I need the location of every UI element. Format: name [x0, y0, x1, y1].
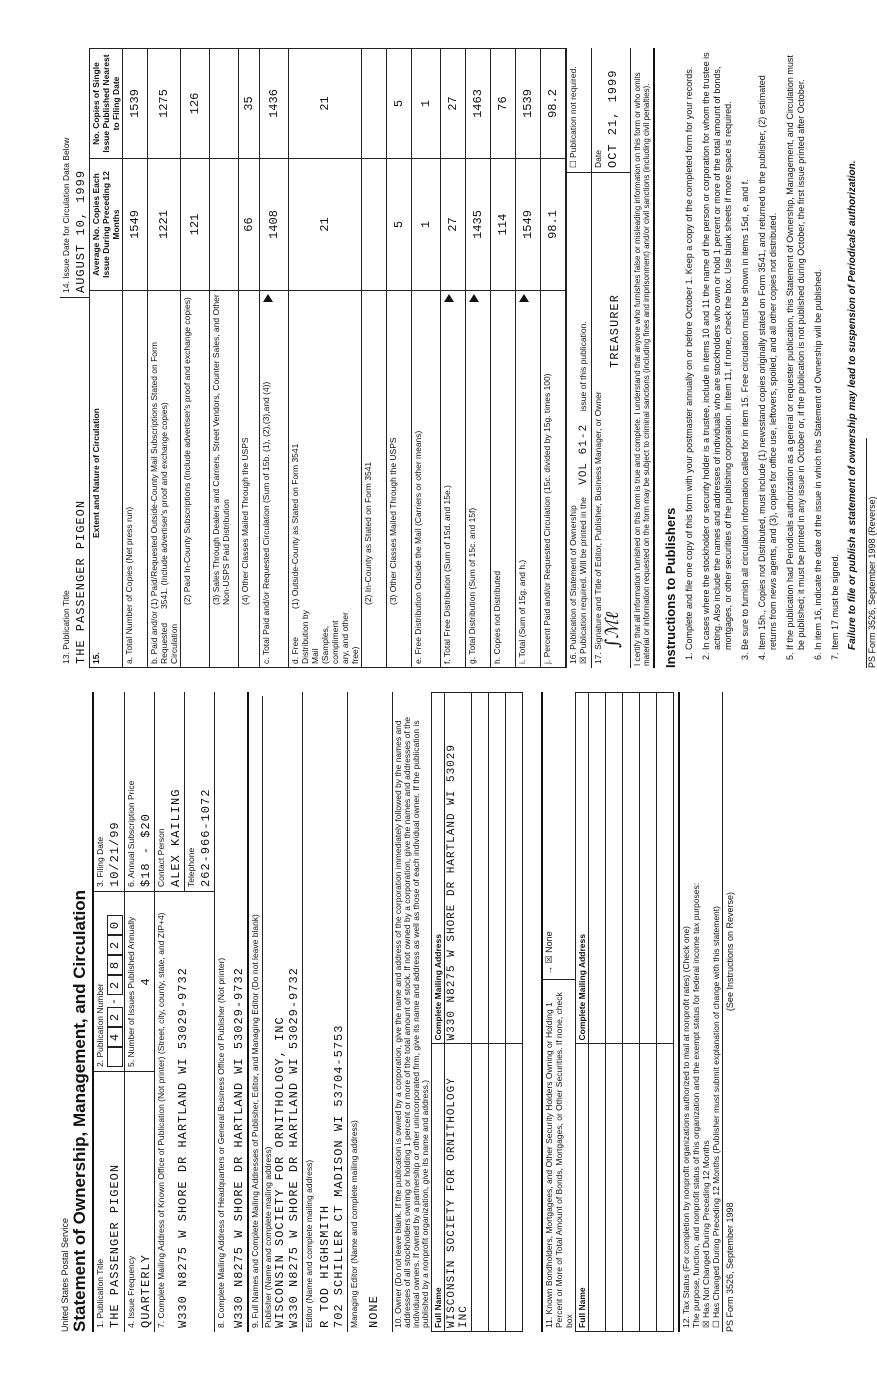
circ-row-h: h. Copies not Distributed 114 76	[491, 49, 516, 668]
circ-row-a: a. Total Number of Copies (Net press run) 1549 1539	[123, 49, 148, 668]
instructions-list: 1. Complete and file one copy of this form with your postmaster annually on or before October 1. Keep a copy of the completed form for your records. 2. In cases where the stockholder or security holder is a trustee, include in items 10 and 11 the name of the person or corporation for whom the trustee is acting. Also include the names and addresses of individuals who are stockholders who own or hold 1 percent or more of the total amount of bonds, mortgages, or other securities of the publishing corporation. In item 11, if none, check the box. Use blank sheets if more space is required. 3. Be sure to furnish all circulation information called for in item 15. Free circulation must be shown in items 15d, e, and f. 4. Item 15h., Copies not Distributed, must include (1) newsstand copies originally stated on Form 3541, and returned to the publisher, (2) estimated returns from news agents, and (3), copies for office use, leftovers, spoiled, and all other copies not distributed. 5. If the publication had Periodicals authorization as a general or requester publication, this Statement of Ownership, Management, and Circulation must be published; it must be printed in any issue in October or, if the publication is not published during October, the first issue printed after October. 6. In item 16, indicate the date of the issue in which this Statement of Ownership will be published. 7. Item 17 must be signed.	[684, 48, 841, 668]
field-1: 1. Publication Title THE PASSENGER PIGEON	[94, 1072, 124, 1332]
field-14: 14. Issue Date for Circulation Data Below AUGUST 10, 1999	[60, 48, 89, 298]
circ-row-b3: (3) Sales Through Dealers and Carriers, Street Vendors, Counter Sales, and Other Non-USPS Paid Distribution	[210, 49, 239, 668]
circ-row-d3: (3) Other Classes Mailed Through the USPS 5 5	[387, 49, 412, 668]
agency-label: United States Postal Service	[60, 1217, 70, 1332]
none-checkbox-label: None	[544, 931, 554, 953]
circ-row-b1: b. Paid and/or Requested Circulation(1) Paid/Requested Outside-County Mail Subscriptions Stated on Form 3541. (Include advertiser's proof and exchange copies) 1221 1275	[148, 49, 181, 668]
contact-block: Contact Person ALEX KAILING Telephone 262-966-1072	[155, 692, 214, 892]
field-6: 6. Annual Subscription Price $18 - $20	[125, 692, 154, 892]
arrow-icon	[519, 294, 529, 302]
tax-status-option-2: Has Changed During Preceding 12 Months (Publisher must submit explanation of change with this statement)	[711, 906, 721, 1319]
circ-row-c: c. Total Paid and/or Requested Circulation (Sum of 15b. (1), (2),(3),and (4)) 1408 1436	[260, 49, 289, 668]
circ-row-d1: d. Free Distribution by Mail (Samples, compliment ary, and other free)(1) Outside-County as Stated on Form 3541 21 21	[289, 49, 362, 668]
arrow-icon	[469, 294, 479, 302]
owner-name: WISCONSIN SOCIETY FOR ORNITHOLOGY INC	[445, 1044, 472, 1332]
certification-text: I certify that all information furnished on this form is true and complete. I understand that anyone who furnishes false or misleading information on this form or who omits material or information requested on the form may be subject to criminal sanctions (including fines and imprisonment) and/or civil sanctions (including civil penalties).	[630, 48, 655, 668]
field-2: 2. Publication Number 4 2 - 2 8 2 0	[94, 892, 124, 1072]
signature-date: OCT 21, 1999	[606, 69, 620, 168]
signer-title: TREASURER	[608, 294, 622, 368]
bondholder-table: Full Name Complete Mailing Address	[575, 692, 674, 1332]
field-16: 16. Publication of Statement of Ownership ☒ Publication required. Will be printed in the VOL 61-2 issue of this publication. ☐ Publication not required.	[566, 48, 591, 668]
arrow-icon	[444, 294, 454, 302]
circ-row-g: g. Total Distribution (Sum of 15c. and 15f) 1435 1463	[466, 49, 491, 668]
front-panel	[60, 692, 735, 1332]
editor-block: Editor (Name and complete mailing address) R TOD HIGHSMITH 702 SCHILLER CT MADISON WI 53704-5753	[302, 692, 347, 1332]
arrow-icon	[263, 294, 273, 302]
footer-form-id: PS Form 3526, September 1998	[725, 1202, 735, 1332]
field-9: 9. Full Names and Complete Mailing Addresses of Publisher, Editor, and Managing Editor (Do not leave blank) Publisher (Name and complete mailing address) WISCONSIN SOCIETY FOR ORNITHOLOGY, INC W330 N8275 W SHORE DR HARTLAND WI 53029-9732	[247, 692, 302, 1332]
field-11: 11. Known Bondholders, Mortgagees, and Other Security Holders Owning or Holding 1 Percent or More of Total Amount of Bonds, Mortgages, or Other Securities. If none, check box → ☒ None	[541, 692, 575, 1332]
filing-date: 10/21/99	[108, 821, 122, 887]
field-5: 5. Number of Issues Published Annually 4	[125, 892, 154, 1072]
publication-title: THE PASSENGER PIGEON	[108, 1163, 122, 1328]
instructions-title: Instructions to Publishers	[663, 507, 678, 668]
field-12: 12. Tax Status (For completion by nonprofit organizations authorized to mail at nonprofit rates) (Check one) The purpose, function, and nonprofit status of this organization and the exempt status for federal income tax purposes: ☒ Has Not Changed During Preceding 12 Months ☐ Has Changed During Preceding 12 Months (Publisher must submit explanation of change with this statement)	[678, 692, 722, 1332]
reverse-panel	[60, 48, 877, 668]
circulation-table: 15. Extent and Nature of Circulation Average No. Copies Each Issue During Preceding 12 Months No. Copies of Single Issue Published Nearest to Filing Date a. Total Number of Copies (Net press run) 1549 1539 b. Paid and/or Requested Circulation(1) Paid/Requested Outside-County Mail Subscriptions Stated on Form 3541. (Include advertiser's proof and exchange copies) 1221 1275 (2) Paid In-County Subscriptions (Include advertiser's proof and exchange copies) 121 126 (3) Sales Through Dealers and Carriers, Street Vendors, Counter Sales, and Other Non-USPS Paid Distribution (4) Other Classes Mailed Through the USPS 66 35 c. Total Paid and/or Requested Circulation (Sum of 15b. (1), (2),(3),and (4)) 1408 1436 d. Free Distribution by Mail (Samples, compliment ary, and other free)(1) Outside-County as Stated on Form 3541 21 21 (2) In-County as Stated on Form 3541 (3) Other Classes Mailed Through the USPS 5 5 e. Free Distribution Outside the Mail (Carriers or other means) 1 1 f. Total Free Distribution (Sum of 15d. and 15e.) 27 27 g. Total Distribution (Sum of 15c. and 15f) 1435 1463 h. Copies not Distributed 114 76 i. Total (Sum of 15g. and h.) 1549 1539 j. Percent Paid and/or Requested Circulation (15c. divided by 15g. times 100) 98.1 98.2	[89, 48, 566, 668]
circ-row-f: f. Total Free Distribution (Sum of 15d. and 15e.) 27 27	[441, 49, 466, 668]
circ-row-j: j. Percent Paid and/or Requested Circulation (15c. divided by 15g. times 100) 98.1 98.2	[541, 49, 566, 668]
circ-row-i: i. Total (Sum of 15g. and h.) 1549 1539	[516, 49, 541, 668]
tax-status-option-1: Has Not Changed During Preceding 12 Months	[701, 1140, 711, 1319]
field-3: 3. Filing Date 10/21/99	[94, 692, 124, 892]
owner-table: Full Name Complete Mailing Address WISCONSIN SOCIETY FOR ORNITHOLOGY INC W330 N8275 W SHORE DR HARTLAND WI 53029	[431, 692, 523, 1332]
circ-row-e: e. Free Distribution Outside the Mail (Carriers or other means) 1 1	[412, 49, 441, 668]
owner-address: W330 N8275 W SHORE DR HARTLAND WI 53029	[445, 693, 472, 1044]
field-4: 4. Issue Frequency QUARTERLY	[126, 1254, 153, 1328]
reverse-footer: PS Form 3526, September 1998 (Reverse)	[866, 438, 877, 668]
managing-editor-block: Managing Editor (Name and complete mailing address) NONE	[347, 692, 392, 1332]
circ-row-b4: (4) Other Classes Mailed Through the USPS 66 35	[239, 49, 260, 668]
circ-row-d2: (2) In-County as Stated on Form 3541	[362, 49, 387, 668]
field-8: 8. Complete Mailing Address of Headquarters or General Business Office of Publisher (Not printer) W330 N8275 W SHORE DR HARTLAND WI 53029-9732	[214, 692, 247, 1332]
footer-note: (See Instructions on Reverse)	[725, 892, 735, 1012]
field-17: 17. Signature and Title of Editor, Publisher, Business Manager, or Owner ∫ℳℓ TREASURER Date OCT 21, 1999	[591, 48, 630, 668]
field-13: 13. Publication Title THE PASSENGER PIGEON	[61, 499, 88, 664]
signature-image: ∫ℳℓ	[602, 611, 623, 648]
circ-row-b2: (2) Paid In-County Subscriptions (Include advertiser's proof and exchange copies) 121 126	[181, 49, 210, 668]
field-10: 10. Owner (Do not leave blank. If the publication is owned by a corporation, give the name and address of the corporation immediately followed by the names and addresses of all stockholders owning or holding 1 percent or more of the total amount of stock. If not owned by a corporation, give the names and addresses of the individual owners. If owned by a partnership or other unincorporated firm, give its name and address as well as those of each individual owner. If the publication is published by a nonprofit organization, give its name and address.)	[392, 692, 431, 1332]
field-7: 7. Complete Mailing Address of Known Office of Publication (Not printer) (Street, city, county, state, and ZIP+4) W330 N8275 W SHORE DR HARTLAND WI 53029-9732	[156, 912, 190, 1328]
form-title: Statement of Ownership, Management, and Circulation	[70, 889, 89, 1332]
warning-text: Failure to file or publish a statement of ownership may lead to suspension of Periodicals authorization.	[847, 160, 858, 650]
